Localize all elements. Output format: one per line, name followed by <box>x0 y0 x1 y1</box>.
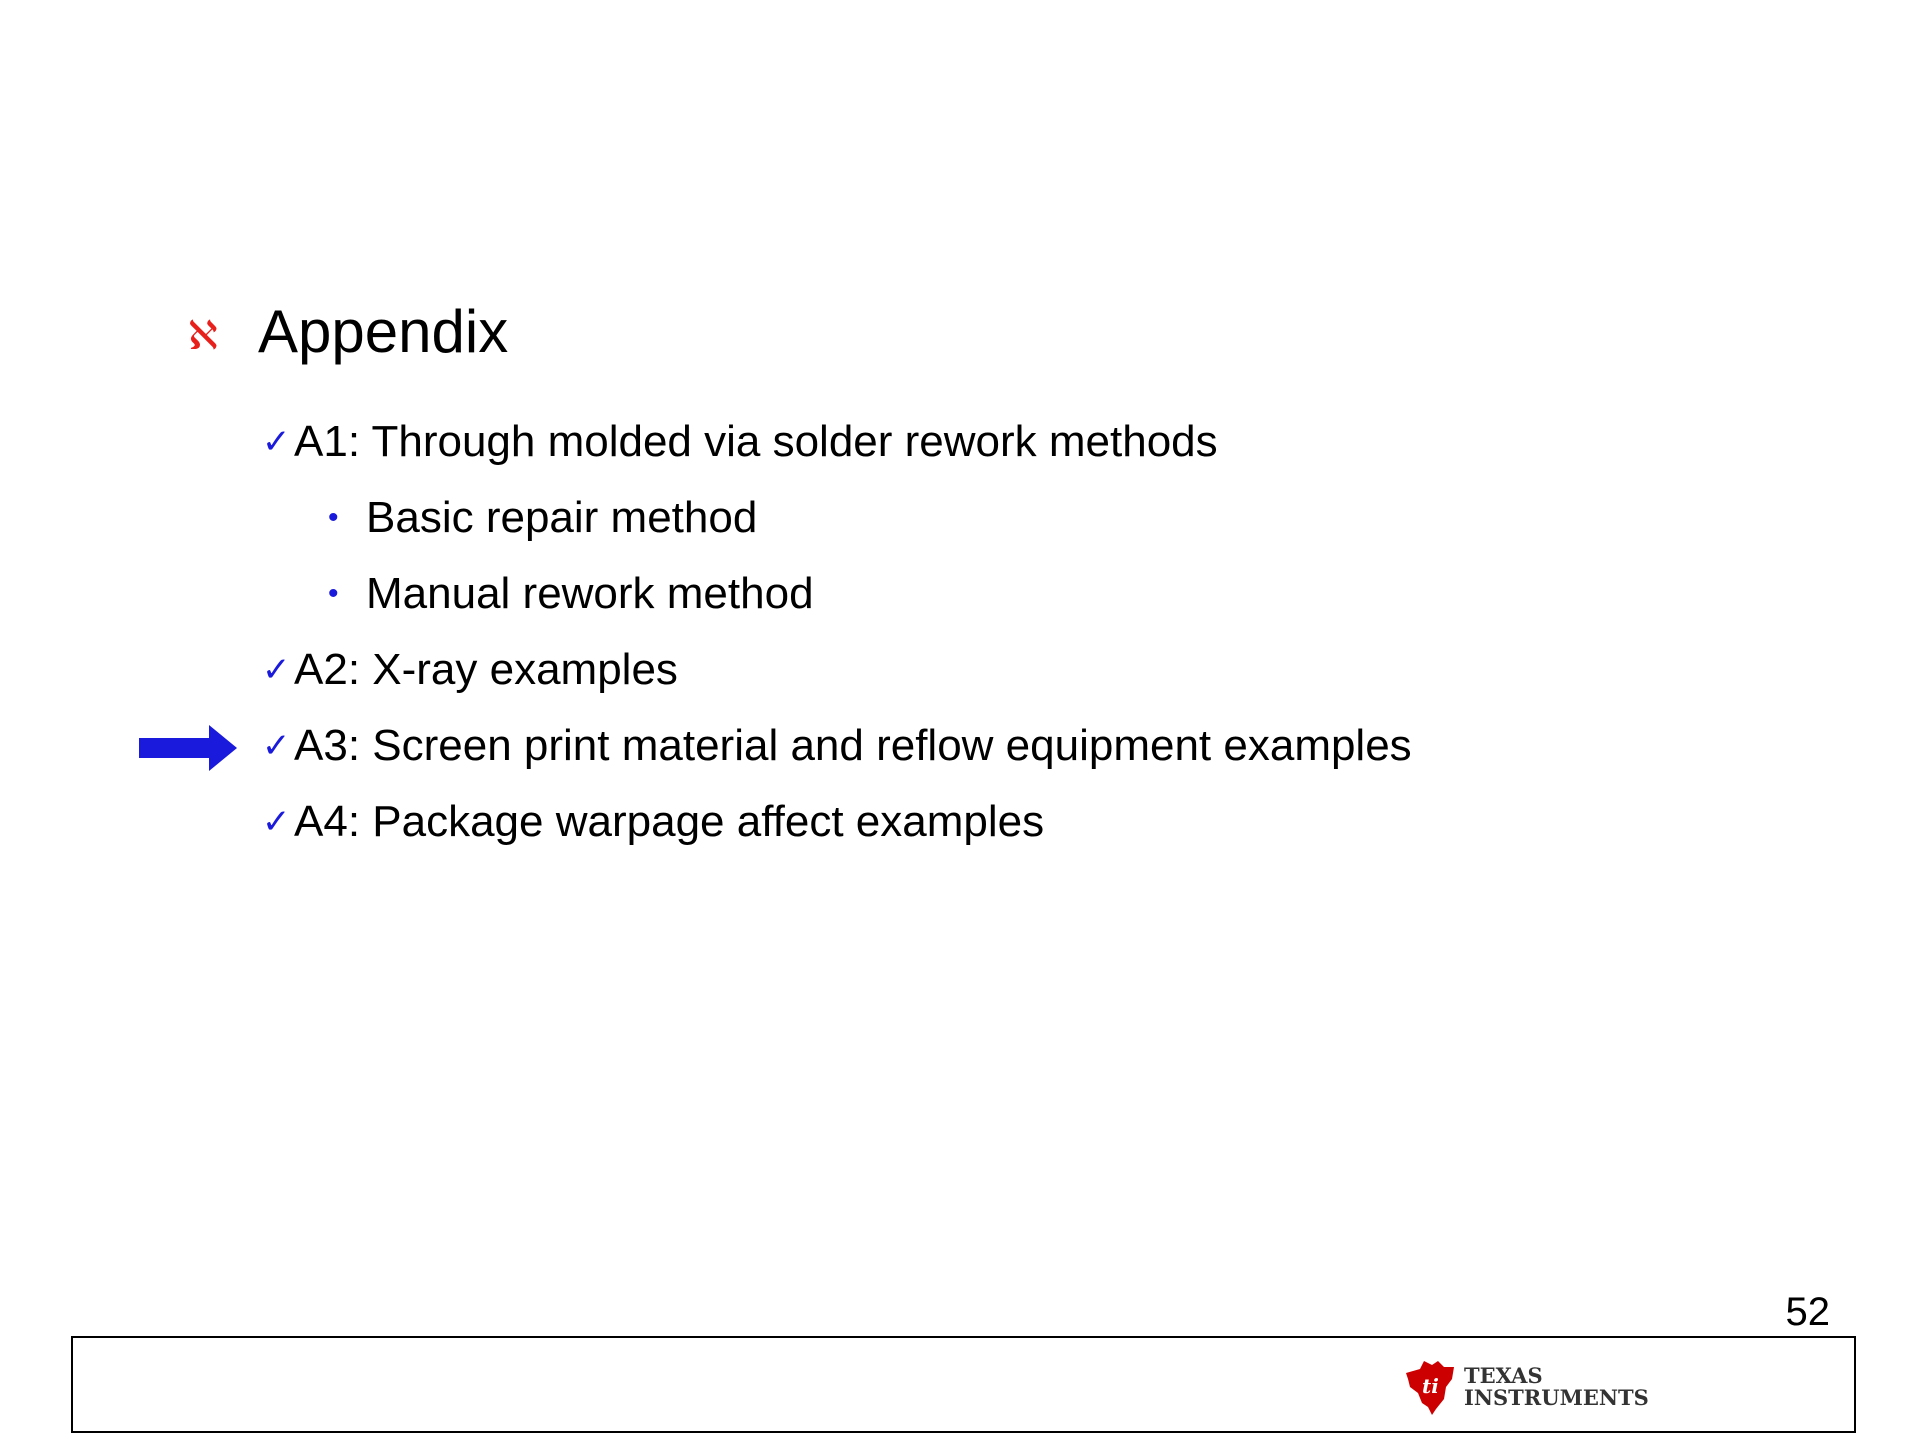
list-item-a1 <box>262 412 1218 472</box>
list-subitem-manual-rework <box>328 564 814 624</box>
right-arrow-icon <box>139 725 237 776</box>
logo-line-2: INSTRUMENTS <box>1464 1385 1649 1410</box>
section-heading <box>188 292 508 372</box>
checkmark-icon: ✓ <box>262 726 291 766</box>
bullet-icon: • <box>328 501 339 534</box>
list-item-a2 <box>262 640 678 700</box>
list-item-a4 <box>262 792 1044 852</box>
page-number: 52 <box>1785 1290 1830 1334</box>
list-item-a3 <box>262 716 1412 776</box>
logo-line-1: TEXAS <box>1464 1362 1543 1388</box>
list-item-text: A3: Screen print material and reflow equipment examples <box>294 721 1412 770</box>
ornament-icon: ℵ <box>188 313 218 359</box>
bullet-icon: • <box>328 577 339 610</box>
list-subitem-basic-repair <box>328 488 757 548</box>
heading-title: Appendix <box>258 298 509 365</box>
list-item-text: A4: Package warpage affect examples <box>294 797 1045 846</box>
list-item-text: A2: X-ray examples <box>294 645 678 694</box>
checkmark-icon: ✓ <box>262 802 291 842</box>
company-logo <box>1400 1357 1649 1417</box>
checkmark-icon: ✓ <box>262 422 291 462</box>
checkmark-icon: ✓ <box>262 650 291 690</box>
list-item-text: Basic repair method <box>366 493 758 542</box>
svg-text:ti: ti <box>1422 1374 1439 1398</box>
list-item-text: A1: Through molded via solder rework methods <box>294 417 1218 466</box>
ti-logo-icon <box>1400 1357 1460 1417</box>
list-item-text: Manual rework method <box>366 569 814 618</box>
